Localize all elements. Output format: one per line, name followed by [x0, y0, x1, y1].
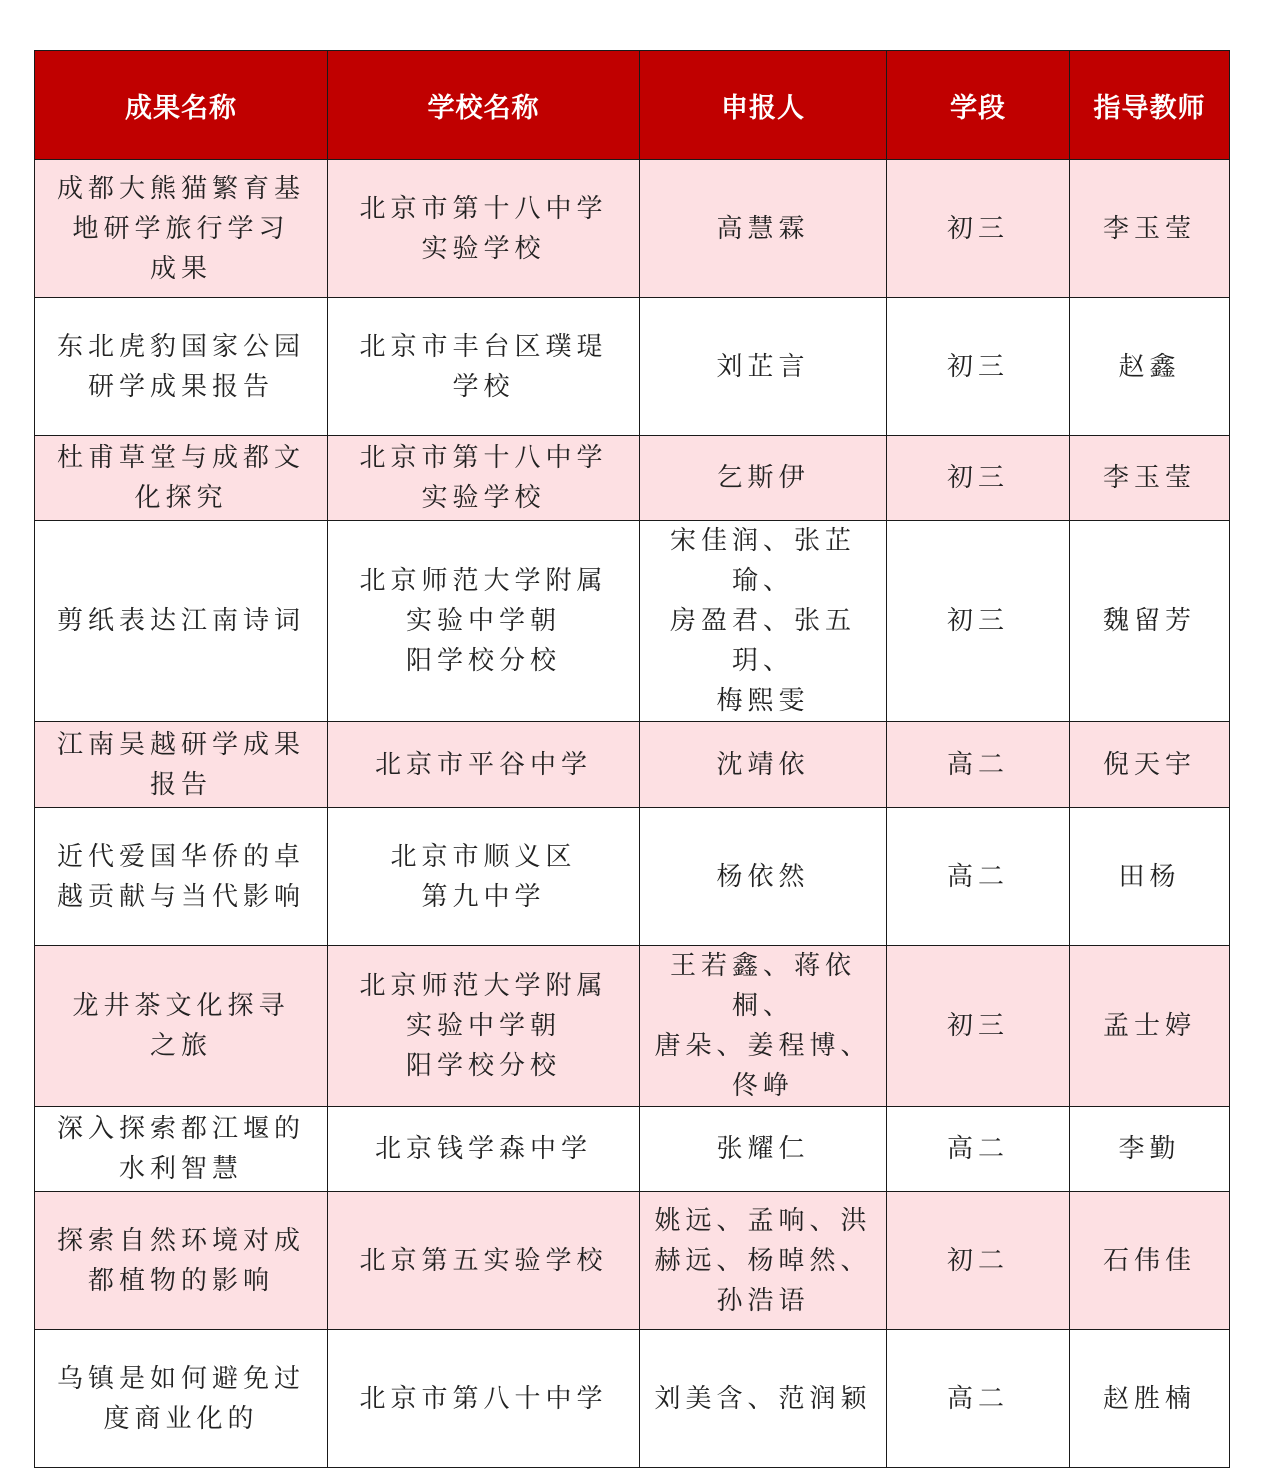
cell-school: 北京市平谷中学	[328, 722, 640, 808]
cell-applicant: 高慧霖	[640, 160, 887, 298]
cell-applicant: 刘芷言	[640, 298, 887, 436]
cell-school: 北京市第八十中学	[328, 1330, 640, 1468]
cell-title: 近代爱国华侨的卓 越贡献与当代影响	[35, 808, 328, 946]
table-row	[35, 298, 1230, 436]
cell-school: 北京钱学森中学	[328, 1107, 640, 1192]
table-row	[35, 1107, 1230, 1192]
cell-applicant: 王若鑫、蒋依桐、 唐朵、姜程博、 佟峥	[640, 946, 887, 1107]
cell-teacher: 李玉莹	[1070, 160, 1230, 298]
header-title: 成果名称	[35, 51, 328, 160]
cell-applicant: 张耀仁	[640, 1107, 887, 1192]
cell-stage: 初三	[887, 521, 1070, 722]
cell-title: 深入探索都江堰的 水利智慧	[35, 1107, 328, 1192]
header-school: 学校名称	[328, 51, 640, 160]
cell-title: 探索自然环境对成 都植物的影响	[35, 1192, 328, 1330]
cell-school: 北京市丰台区璞瑅 学校	[328, 298, 640, 436]
cell-stage: 初三	[887, 298, 1070, 436]
cell-stage: 初三	[887, 946, 1070, 1107]
cell-title: 龙井茶文化探寻 之旅	[35, 946, 328, 1107]
table-row	[35, 722, 1230, 808]
cell-stage: 高二	[887, 722, 1070, 808]
cell-applicant: 乞斯伊	[640, 436, 887, 521]
cell-title: 成都大熊猫繁育基 地研学旅行学习 成果	[35, 160, 328, 298]
cell-teacher: 魏留芳	[1070, 521, 1230, 722]
cell-school: 北京第五实验学校	[328, 1192, 640, 1330]
cell-stage: 初三	[887, 436, 1070, 521]
cell-school: 北京市顺义区 第九中学	[328, 808, 640, 946]
cell-stage: 高二	[887, 1330, 1070, 1468]
results-table	[34, 50, 1230, 1468]
cell-title: 乌镇是如何避免过 度商业化的	[35, 1330, 328, 1468]
header-stage: 学段	[887, 51, 1070, 160]
cell-title: 杜甫草堂与成都文 化探究	[35, 436, 328, 521]
cell-applicant: 刘美含、范润颖	[640, 1330, 887, 1468]
cell-applicant: 姚远、孟响、洪 赫远、杨晫然、 孙浩语	[640, 1192, 887, 1330]
cell-teacher: 赵胜楠	[1070, 1330, 1230, 1468]
cell-school: 北京师范大学附属 实验中学朝 阳学校分校	[328, 521, 640, 722]
results-table-container	[34, 50, 1230, 1468]
header-teacher: 指导教师	[1070, 51, 1230, 160]
header-applicant: 申报人	[640, 51, 887, 160]
table-row	[35, 521, 1230, 722]
cell-applicant: 沈靖依	[640, 722, 887, 808]
cell-school: 北京市第十八中学 实验学校	[328, 160, 640, 298]
table-header-row	[35, 51, 1230, 160]
cell-applicant: 杨依然	[640, 808, 887, 946]
table-row	[35, 946, 1230, 1107]
cell-teacher: 倪天宇	[1070, 722, 1230, 808]
table-row	[35, 160, 1230, 298]
table-row	[35, 1192, 1230, 1330]
cell-title: 剪纸表达江南诗词	[35, 521, 328, 722]
cell-title: 东北虎豹国家公园 研学成果报告	[35, 298, 328, 436]
cell-stage: 初二	[887, 1192, 1070, 1330]
cell-school: 北京师范大学附属 实验中学朝 阳学校分校	[328, 946, 640, 1107]
cell-stage: 初三	[887, 160, 1070, 298]
cell-teacher: 李玉莹	[1070, 436, 1230, 521]
cell-applicant: 宋佳润、张芷瑜、 房盈君、张五玥、 梅熙雯	[640, 521, 887, 722]
table-row	[35, 808, 1230, 946]
cell-teacher: 孟士婷	[1070, 946, 1230, 1107]
cell-title: 江南吴越研学成果 报告	[35, 722, 328, 808]
table-row	[35, 436, 1230, 521]
cell-teacher: 赵鑫	[1070, 298, 1230, 436]
cell-school: 北京市第十八中学 实验学校	[328, 436, 640, 521]
cell-teacher: 石伟佳	[1070, 1192, 1230, 1330]
cell-stage: 高二	[887, 1107, 1070, 1192]
table-row	[35, 1330, 1230, 1468]
cell-teacher: 田杨	[1070, 808, 1230, 946]
cell-stage: 高二	[887, 808, 1070, 946]
cell-teacher: 李勤	[1070, 1107, 1230, 1192]
